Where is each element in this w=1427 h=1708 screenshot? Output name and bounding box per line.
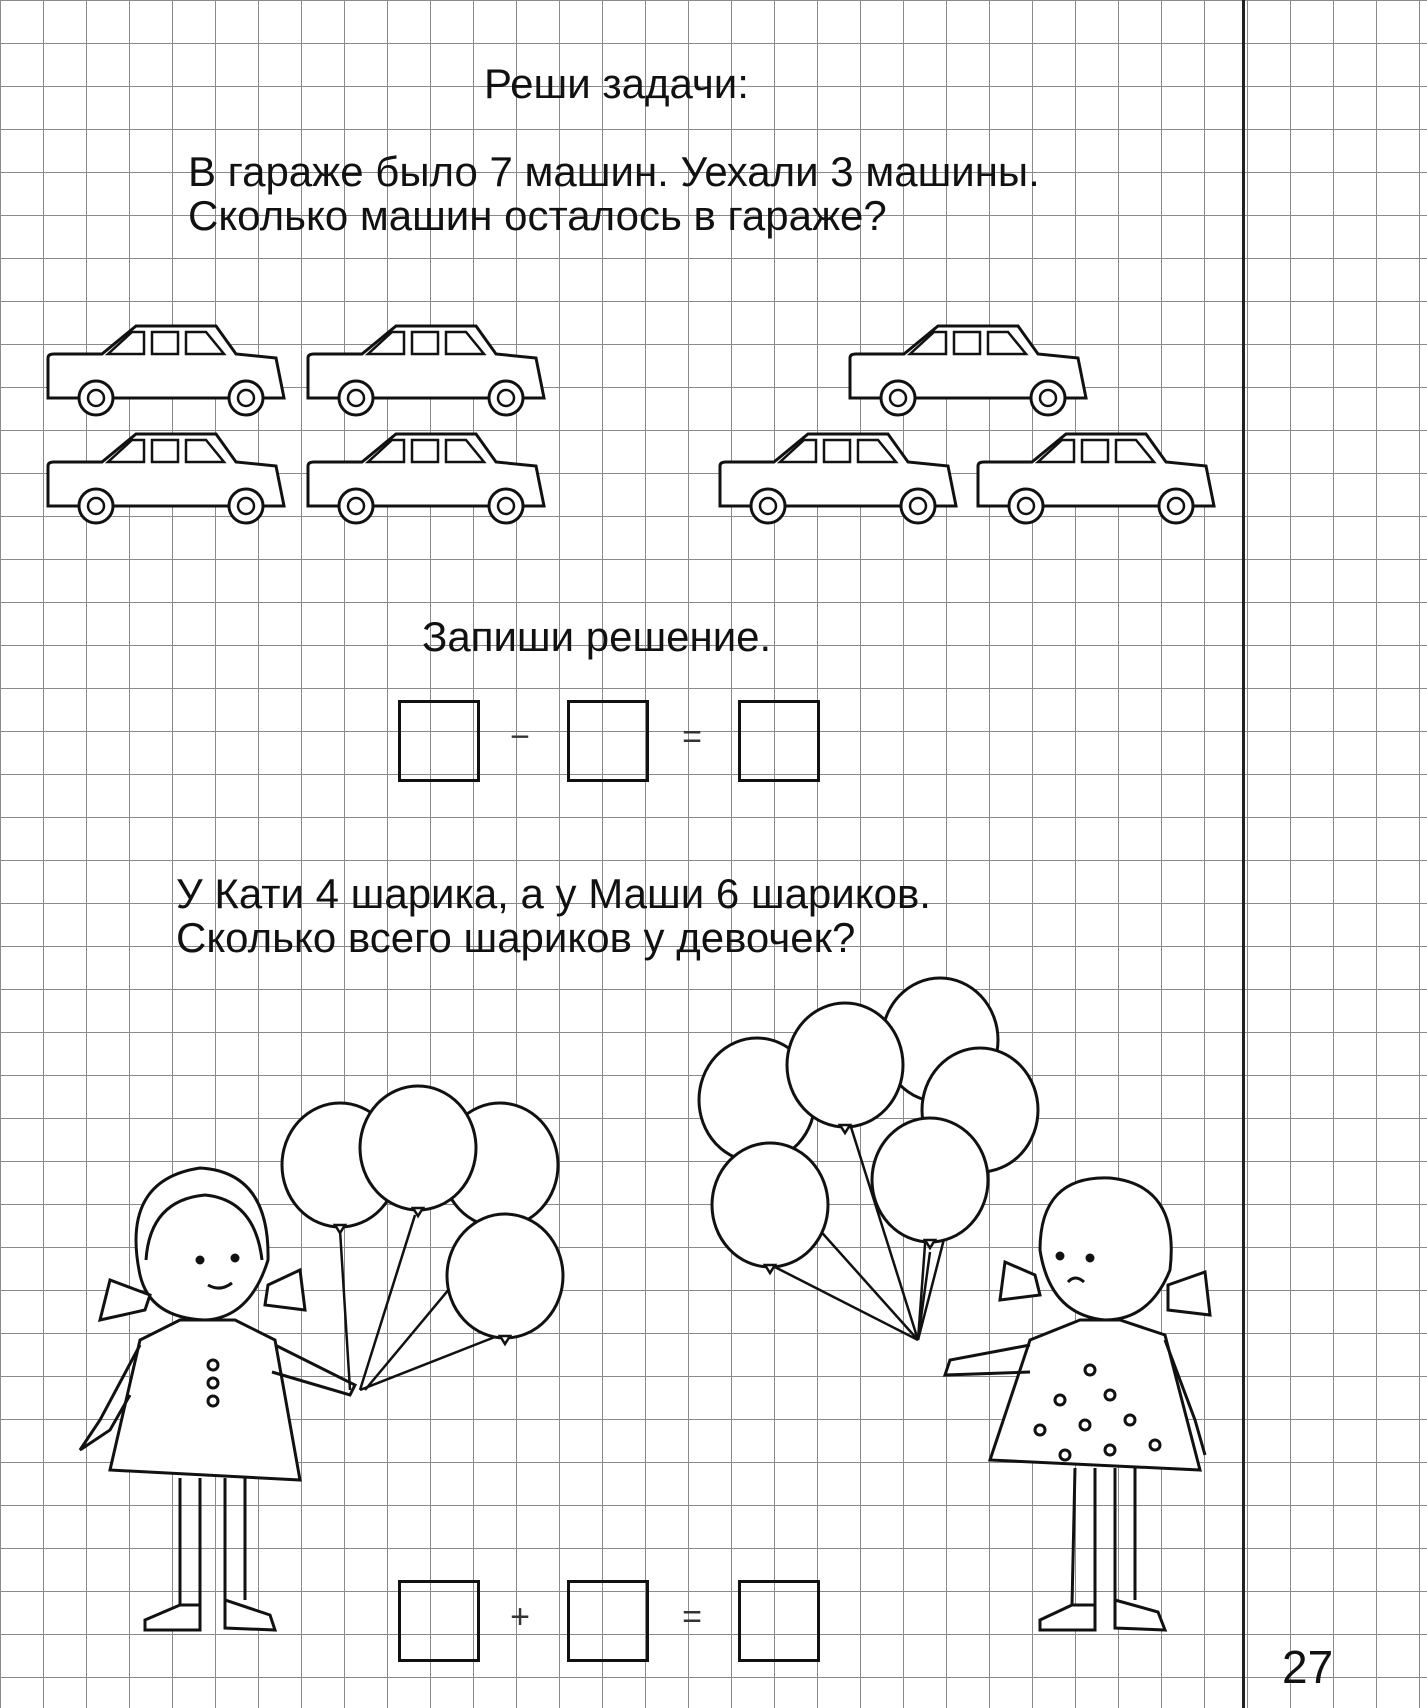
problem2-text: [176, 872, 931, 960]
car-group-left: [48, 326, 544, 523]
car-group-right: [720, 326, 1214, 523]
instruction-text: Запиши решение.: [422, 613, 772, 660]
katya-balloons: [282, 1086, 563, 1390]
answer-box-2b[interactable]: [567, 1580, 649, 1662]
page-number: 27: [1282, 1641, 1334, 1693]
worksheet-title: Реши задачи:: [484, 60, 749, 107]
answer-box-1c[interactable]: [738, 700, 820, 782]
masha-balloons: [699, 978, 1038, 1340]
answer-box-1b[interactable]: [567, 700, 649, 782]
equals-sign-2: =: [682, 1598, 702, 1636]
answer-box-2c[interactable]: [738, 1580, 820, 1662]
car-7: [978, 434, 1214, 523]
car-4: [308, 434, 544, 523]
problem2-line1: У Кати 4 шарика, а у Маши 6 шариков.: [176, 870, 931, 917]
girl-masha: [945, 1178, 1210, 1630]
answer-box-2a[interactable]: [398, 1580, 480, 1662]
problem1-line2: Сколько машин осталось в гараже?: [188, 192, 887, 240]
equals-sign-1: =: [682, 718, 702, 756]
problem1-line1: В гараже было 7 машин. Уехали 3 машины.: [188, 148, 1040, 195]
katya-balloon-4: [447, 1214, 563, 1344]
plus-sign: +: [510, 1598, 530, 1636]
answer-box-1a[interactable]: [398, 700, 480, 782]
car-3: [48, 434, 284, 523]
car-2: [308, 326, 544, 415]
car-1: [48, 326, 284, 415]
car-6: [720, 434, 956, 523]
car-5: [850, 326, 1086, 415]
masha-balloon-5: [712, 1143, 828, 1273]
girl-katya: [80, 1168, 355, 1630]
problem2-line2: Сколько всего шариков у девочек?: [176, 914, 856, 962]
masha-balloon-6: [872, 1118, 988, 1248]
minus-sign: −: [510, 718, 530, 756]
